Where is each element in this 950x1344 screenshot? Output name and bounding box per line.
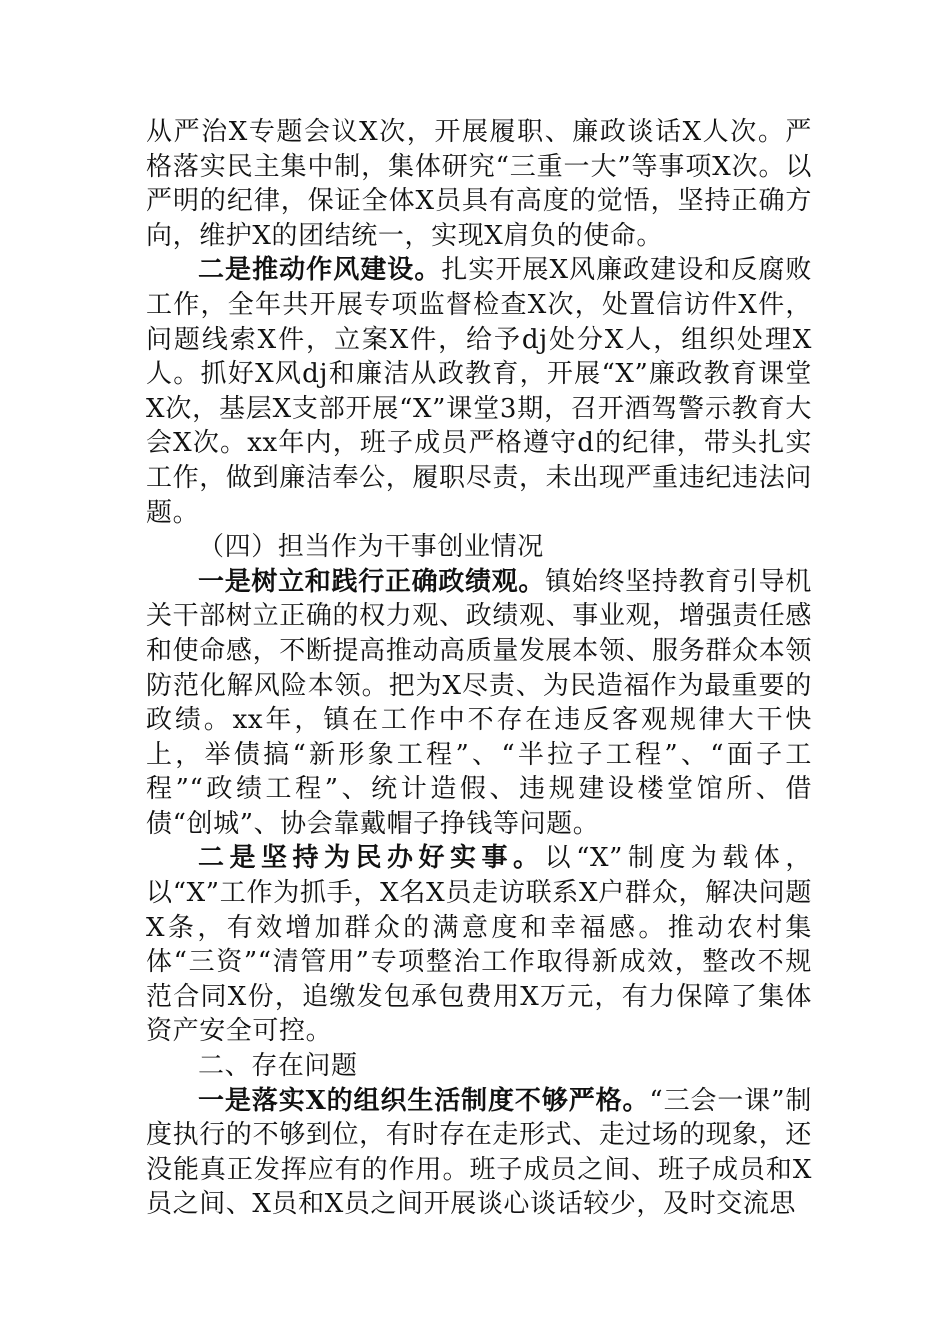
paragraph-lead: 二是推动作风建设。 bbox=[198, 255, 442, 286]
paragraph-practical-affairs bbox=[146, 841, 812, 1049]
paragraph-text: 以“X”制度为载体，以“X”工作为抓手，X名X员走访联系X户群众，解决问题X条，有效增加群众的满意度和幸福感。推动农村集体“三资”“清管用”专项整治工作取得新成效，整改不规范合同X份，追缴发包承包费用X万元，有力保障了集体资产安全可控。 bbox=[146, 843, 812, 1047]
document-body bbox=[146, 115, 812, 1222]
section-heading-problems: 二、存在问题 bbox=[198, 1051, 358, 1082]
paragraph-organizational-life bbox=[146, 1084, 812, 1222]
paragraph-performance-view bbox=[146, 565, 812, 842]
paragraph-text: 从严治X专题会议X次，开展履职、廉政谈话X人次。严格落实民主集中制，集体研究“三重一大”等事项X次。以严明的纪律，保证全体X员具有高度的觉悟，坚持正确方向，维护X的团结统一，实现X肩负的使命。 bbox=[146, 117, 812, 251]
paragraph-work-style bbox=[146, 253, 812, 530]
paragraph-text: 扎实开展X风廉政建设和反腐败工作，全年共开展专项监督检查X次，处置信访件X件，问题线索X件，立案X件，给予dj处分X人，组织处理X人。抓好X风dj和廉洁从政教育，开展“X”廉政教育课堂X次，基层X支部开展“X”课堂3期，召开酒驾警示教育大会X次。xx年内，班子成员严格遵守d的纪律，带头扎实工作，做到廉洁奉公，履职尽责，未出现严重违纪违法问题。 bbox=[146, 255, 812, 528]
paragraph-lead: 一是落实X的组织生活制度不够严格。 bbox=[198, 1085, 650, 1116]
paragraph-lead: 二是坚持为民办好实事。 bbox=[198, 843, 545, 874]
paragraph-lead: 一是树立和践行正确政绩观。 bbox=[198, 566, 546, 597]
paragraph-text: “三会一课”制度执行的不够到位，有时存在走形式、走过场的现象，还没能真正发挥应有的作用。班子成员之间、班子成员和X员之间、X员和X员之间开展谈心谈话较少，及时交流思 bbox=[146, 1085, 812, 1220]
section-heading-responsibility: （四）担当作为干事创业情况 bbox=[198, 532, 544, 563]
paragraph-text: 镇始终坚持教育引导机关干部树立正确的权力观、政绩观、事业观，增强责任感和使命感，不断提高推动高质量发展本领、服务群众本领防范化解风险本领。把为X尽责、为民造福作为最重要的政绩。xx年，镇在工作中不存在违反客观规律大干快上，举债搞“新形象工程”、“半拉子工程”、“面子工程”“政绩工程”、统计造假、违规建设楼堂馆所、借债“创城”、协会靠戴帽子挣钱等问题。 bbox=[146, 566, 812, 839]
paragraph-discipline-continued bbox=[146, 115, 812, 253]
